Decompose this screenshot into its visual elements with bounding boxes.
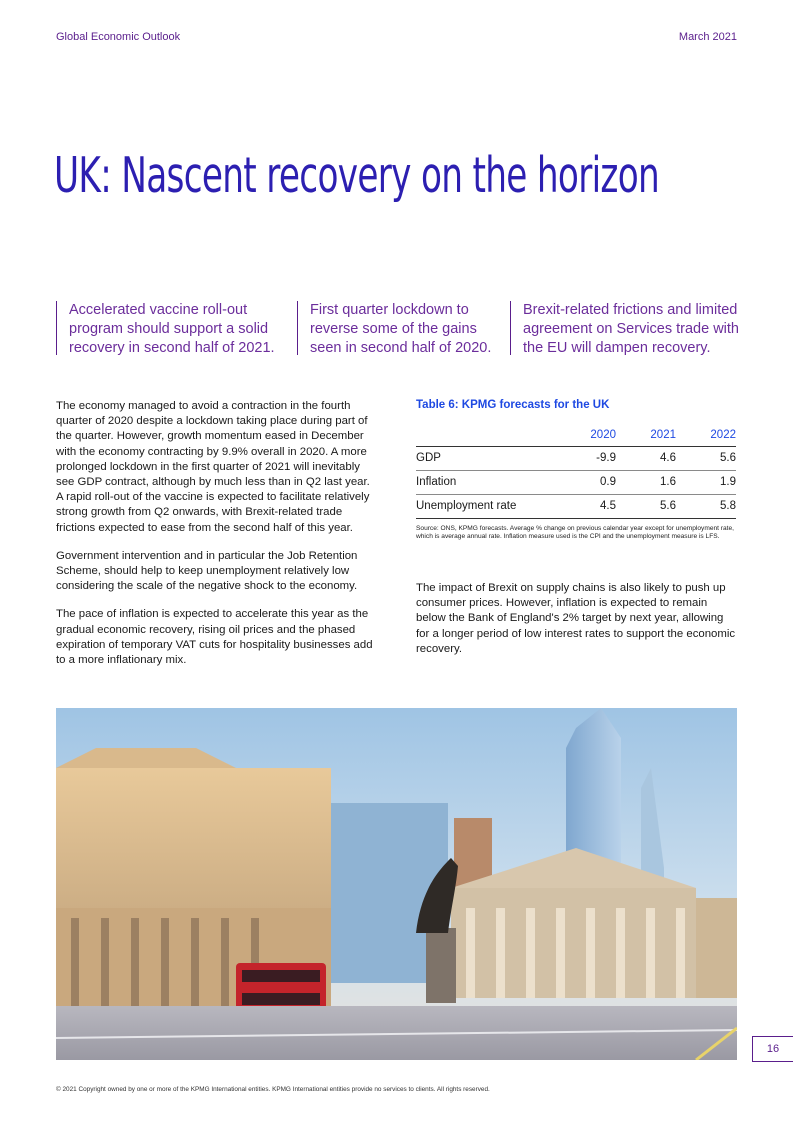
callout-brexit: Brexit-related frictions and limited agreement on Services trade with the EU will dampen recovery. [510, 301, 750, 355]
table-source-note: Source: ONS, KPMG forecasts. Average % change on previous calendar year except for unemployment rate, which is average annual rate. Inflation measure used is the CPI and the unemployment measure is LFS. [416, 525, 735, 540]
table-cell: 4.5 [556, 494, 616, 518]
row-label-unemployment: Unemployment rate [416, 494, 556, 518]
table-title: Table 6: KPMG forecasts for the UK [416, 399, 610, 411]
paragraph-unemployment: Government intervention and in particular the Job Retention Scheme, should help to keep unemployment relatively low considering the scale of the negative shock to the economy. [56, 549, 358, 593]
table-cell: 1.9 [676, 470, 736, 494]
body-text-left-column [56, 399, 376, 681]
forecast-table [416, 424, 736, 519]
table-row [416, 446, 736, 470]
table-cell: -9.9 [556, 446, 616, 470]
row-label-gdp: GDP [416, 446, 556, 470]
table-cell: 4.6 [616, 446, 676, 470]
table-cell: 1.6 [616, 470, 676, 494]
paragraph-brexit-prices: The impact of Brexit on supply chains is also likely to push up consumer prices. However, inflation is expected to remain below the Bank of England's 2% target by next year, allowing for a longer period of low interest rates to support the economic recovery. [416, 582, 736, 655]
header-date: March 2021 [678, 31, 737, 43]
table-header-year: 2021 [616, 424, 676, 446]
table-cell: 0.9 [556, 470, 616, 494]
header-report-title: Global Economic Outlook [56, 31, 181, 43]
callout-lockdown: First quarter lockdown to reverse some of the gains seen in second half of 2020. [297, 301, 502, 355]
table-row [416, 494, 736, 518]
table-cell: 5.6 [616, 494, 676, 518]
copyright-footer: © 2021 Copyright owned by one or more of the KPMG International entities. KPMG International entities provide no services to clients. All rights reserved. [56, 1086, 490, 1093]
table-cell: 5.6 [676, 446, 736, 470]
table-header-year: 2022 [676, 424, 736, 446]
paragraph-economy: The economy managed to avoid a contraction in the fourth quarter of 2020 despite a lockdown taking place during part of the quarter. However, growth momentum eased in December with the economy contracting by 9.9% overall in 2020. A more prolonged lockdown in the first quarter of 2021 will inevitably see GDP contract, although by much less than in Q2 last year. A rapid roll-out of the vaccine is expected to facilitate relatively strong growth from Q2 onwards, with Brexit-related trade frictions expected to ease from the second half of this year. [56, 400, 370, 534]
table-cell: 5.8 [676, 494, 736, 518]
paragraph-inflation: The pace of inflation is expected to accelerate this year as the gradual economic recovery, rising oil prices and the phased expiration of temporary VAT cuts for hospitality businesses add to a more inflationary mix. [56, 608, 373, 667]
photo-bank-of-england [56, 708, 737, 1060]
table-row [416, 470, 736, 494]
callout-vaccine: Accelerated vaccine roll-out program should support a solid recovery in second half of 2021. [56, 301, 288, 355]
table-header-year: 2020 [556, 424, 616, 446]
table-header-blank [416, 424, 556, 446]
row-label-inflation: Inflation [416, 470, 556, 494]
page-title: UK: Nascent recovery on the horizon [54, 147, 660, 204]
page-number: 16 [752, 1036, 793, 1062]
table-header-row [416, 424, 736, 446]
